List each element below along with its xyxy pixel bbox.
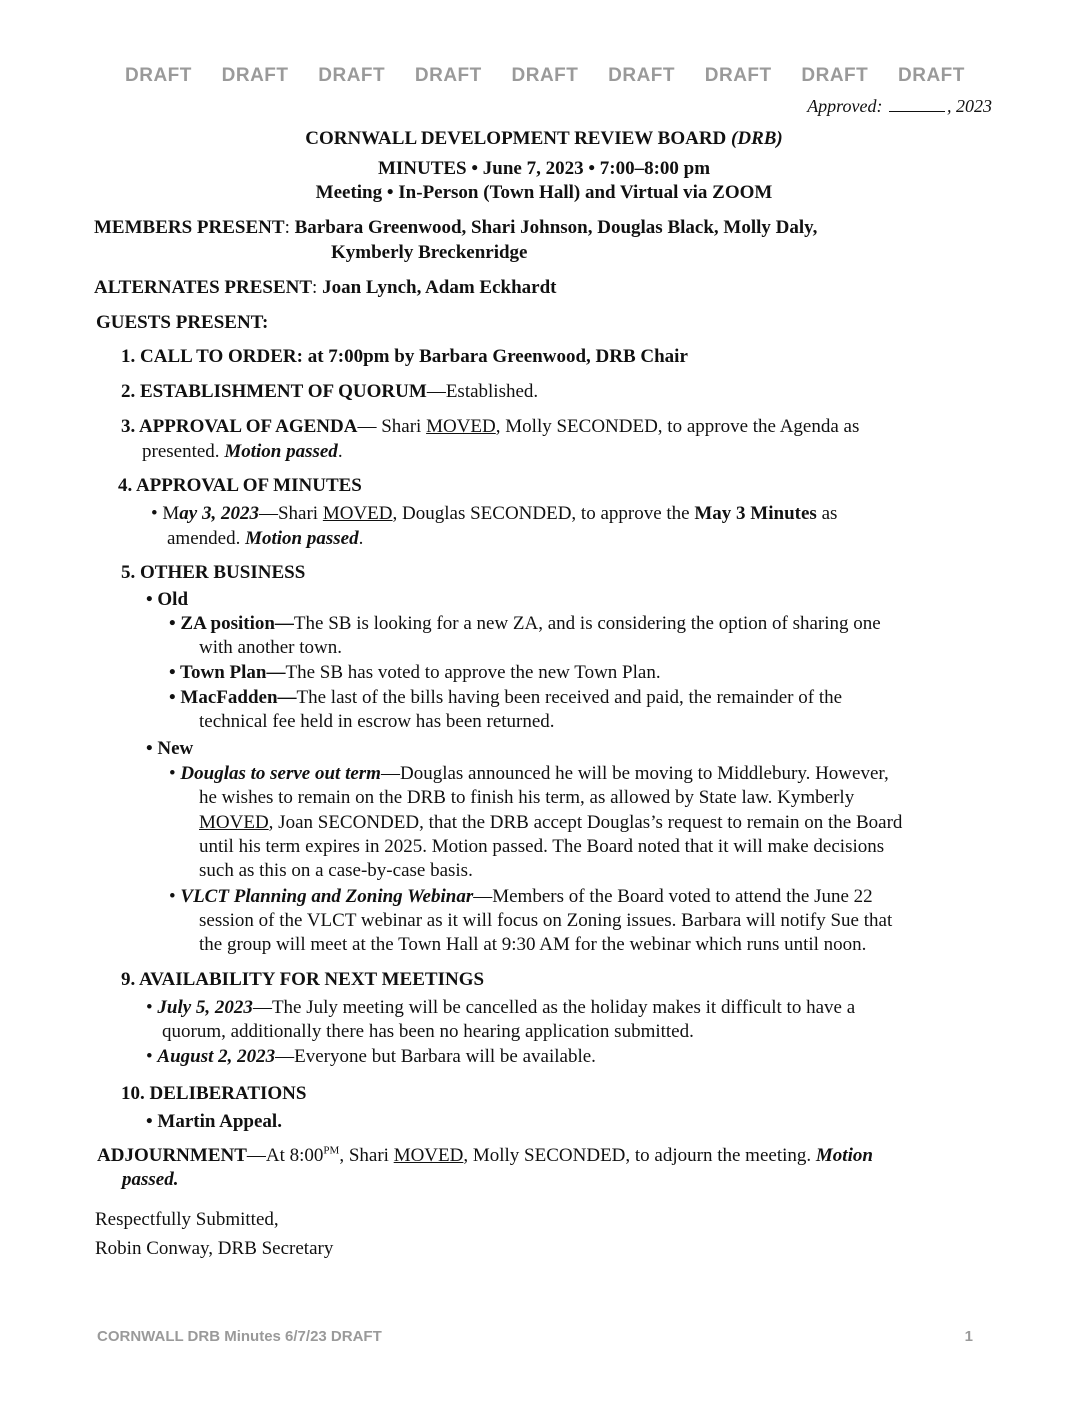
july-text-2: quorum, additionally there has been no hearing application submitted.	[162, 1021, 694, 1042]
doug-text-5: such as this on a case-by-case basis.	[199, 860, 473, 881]
signoff-line2: Robin Conway, DRB Secretary	[95, 1238, 334, 1259]
macfadden	[169, 686, 842, 710]
agenda-text: — Shari	[357, 416, 427, 437]
adjournment	[97, 1144, 873, 1168]
approved-line	[807, 94, 992, 118]
members-line2: Kymberly Breckenridge	[331, 242, 528, 263]
signoff-line1: Respectfully Submitted,	[95, 1209, 279, 1230]
item-quorum	[121, 380, 538, 404]
minutes-bullet: • M	[151, 503, 180, 524]
page-number: 1	[964, 1328, 973, 1345]
doug-moved: MOVED	[199, 812, 269, 833]
draft-mark: DRAFT	[898, 65, 965, 86]
minutes-text: amended.	[167, 528, 246, 549]
item-availability: 9. AVAILABILITY FOR NEXT MEETINGS	[121, 969, 485, 990]
vlct-text-3: the group will meet at the Town Hall at 9:30 AM for the webinar which runs until noon.	[199, 934, 867, 955]
vlct-label: VLCT Planning and Zoning Webinar	[180, 886, 474, 907]
martin-appeal: • Martin Appeal.	[146, 1111, 282, 1132]
item-deliberations: 10. DELIBERATIONS	[121, 1083, 307, 1104]
approved-label: Approved:	[807, 96, 883, 116]
july-bullet: •	[146, 997, 158, 1018]
draft-mark: DRAFT	[221, 65, 289, 86]
agenda-text: .	[337, 441, 343, 462]
minutes-entry	[151, 502, 837, 526]
doug-bullet: •	[169, 763, 181, 784]
draft-mark: DRAFT	[801, 65, 869, 86]
minutes-bold: May 3 Minutes	[694, 503, 817, 524]
agenda-text: presented.	[142, 441, 225, 462]
vlct-webinar	[169, 885, 873, 909]
town-plan	[169, 661, 661, 685]
za-position	[169, 612, 881, 636]
adj-passed: passed.	[122, 1169, 179, 1190]
za-text-cont: with another town.	[199, 637, 343, 658]
adj-label: ADJOURNMENT	[97, 1145, 247, 1166]
minutes-date-line: MINUTES • June 7, 2023 • 7:00–8:00 pm	[377, 158, 711, 179]
item-agenda-cont	[142, 440, 343, 464]
approved-year: , 2023	[947, 96, 992, 116]
adj-pm: PM	[323, 1144, 340, 1157]
mac-text: The last of the bills having been received and paid, the remainder of the	[296, 687, 843, 708]
minutes-passed: Motion passed	[245, 528, 359, 549]
minutes-text: , Douglas SECONDED, to approve the	[392, 503, 695, 524]
minutes-entry-cont	[167, 527, 363, 551]
august-meeting	[146, 1045, 596, 1069]
agenda-passed: Motion passed	[224, 441, 338, 462]
minutes-text: .	[358, 528, 364, 549]
quorum-label: 2. ESTABLISHMENT OF QUORUM	[121, 381, 427, 402]
july-meeting	[146, 996, 855, 1020]
members-line1: Barbara Greenwood, Shari Johnson, Douglas Black, Molly Daly,	[294, 217, 818, 238]
alternates-present: ALTERNATES PRESENT: Joan Lynch, Adam Eckhardt	[94, 277, 557, 298]
old-label: • Old	[146, 589, 189, 610]
new-label: • New	[146, 738, 194, 759]
adj-text: —At 8:00	[246, 1145, 324, 1166]
draft-mark: DRAFT	[511, 65, 579, 86]
za-label: • ZA position—	[169, 613, 294, 634]
draft-mark: DRAFT	[608, 65, 676, 86]
july-text: —The July meeting will be cancelled as the holiday makes it difficult to have a	[252, 997, 856, 1018]
members-present: MEMBERS PRESENT: Barbara Greenwood, Shari Johnson, Douglas Black, Molly Daly,	[94, 217, 818, 238]
page-footer	[97, 1325, 973, 1349]
douglas-term	[169, 762, 889, 786]
vlct-text-2: session of the VLCT webinar as it will focus on Zoning issues. Barbara will notify Sue that	[199, 910, 893, 931]
alternates-names: Joan Lynch, Adam Eckhardt	[322, 277, 557, 298]
agenda-label: 3. APPROVAL OF AGENDA	[121, 416, 358, 437]
approved-blank	[889, 95, 945, 112]
draft-mark: DRAFT	[125, 65, 192, 86]
item-call-to-order: 1. CALL TO ORDER: at 7:00pm by Barbara Greenwood, DRB Chair	[121, 346, 688, 367]
minutes-text: as	[816, 503, 838, 524]
aug-date: August 2, 2023	[157, 1046, 276, 1067]
meeting-format-line: Meeting • In-Person (Town Hall) and Virtual via ZOOM	[315, 182, 773, 203]
mac-text-cont: technical fee held in escrow has been returned.	[199, 711, 555, 732]
doug-text-2: he wishes to remain on the DRB to finish his term, as allowed by State law. Kymberly	[199, 787, 855, 808]
adj-text: , Shari	[339, 1145, 394, 1166]
draft-watermark-bar	[125, 64, 965, 88]
adj-text: , Molly SECONDED, to adjourn the meeting.	[463, 1145, 816, 1166]
plan-label: • Town Plan—	[169, 662, 286, 683]
footer-left: CORNWALL DRB Minutes 6/7/23 DRAFT	[97, 1328, 382, 1345]
minutes-moved: MOVED	[322, 503, 393, 524]
doug-text-3	[199, 811, 902, 835]
item-minutes-label: 4. APPROVAL OF MINUTES	[118, 475, 362, 496]
agenda-text: , Molly SECONDED, to approve the Agenda as	[495, 416, 860, 437]
members-label: MEMBERS PRESENT	[94, 217, 285, 238]
doug-text-4: until his term expires in 2025. Motion passed. The Board noted that it will make decisions	[199, 836, 885, 857]
title-main: CORNWALL DEVELOPMENT REVIEW BOARD	[305, 128, 732, 149]
draft-mark: DRAFT	[318, 65, 386, 86]
minutes-date: ay 3, 2023	[179, 503, 259, 524]
title-abbr: (DRB)	[731, 128, 783, 149]
aug-bullet: •	[146, 1046, 158, 1067]
doug-text: , Joan SECONDED, that the DRB accept Douglas’s request to remain on the Board	[268, 812, 903, 833]
za-text: The SB is looking for a new ZA, and is considering the option of sharing one	[293, 613, 881, 634]
alternates-label: ALTERNATES PRESENT	[94, 277, 313, 298]
vlct-text: —Members of the Board voted to attend the June 22	[473, 886, 873, 907]
adj-moved: MOVED	[393, 1145, 464, 1166]
vlct-bullet: •	[169, 886, 181, 907]
doug-label: Douglas to serve out term	[180, 763, 381, 784]
draft-mark: DRAFT	[414, 65, 482, 86]
mac-label: • MacFadden—	[169, 687, 297, 708]
july-date: July 5, 2023	[157, 997, 253, 1018]
aug-text: —Everyone but Barbara will be available.	[275, 1046, 596, 1067]
document-title	[0, 127, 1088, 151]
draft-mark: DRAFT	[704, 65, 772, 86]
guests-present: GUESTS PRESENT:	[96, 312, 269, 333]
doug-text: —Douglas announced he will be moving to Middlebury. However,	[380, 763, 889, 784]
plan-text: The SB has voted to approve the new Town Plan.	[285, 662, 661, 683]
agenda-moved: MOVED	[426, 416, 496, 437]
item-agenda	[121, 415, 859, 439]
minutes-text: —Shari	[258, 503, 323, 524]
item-other-business: 5. OTHER BUSINESS	[121, 562, 306, 583]
adj-motion: Motion	[815, 1145, 873, 1166]
quorum-text: —Established.	[426, 381, 539, 402]
